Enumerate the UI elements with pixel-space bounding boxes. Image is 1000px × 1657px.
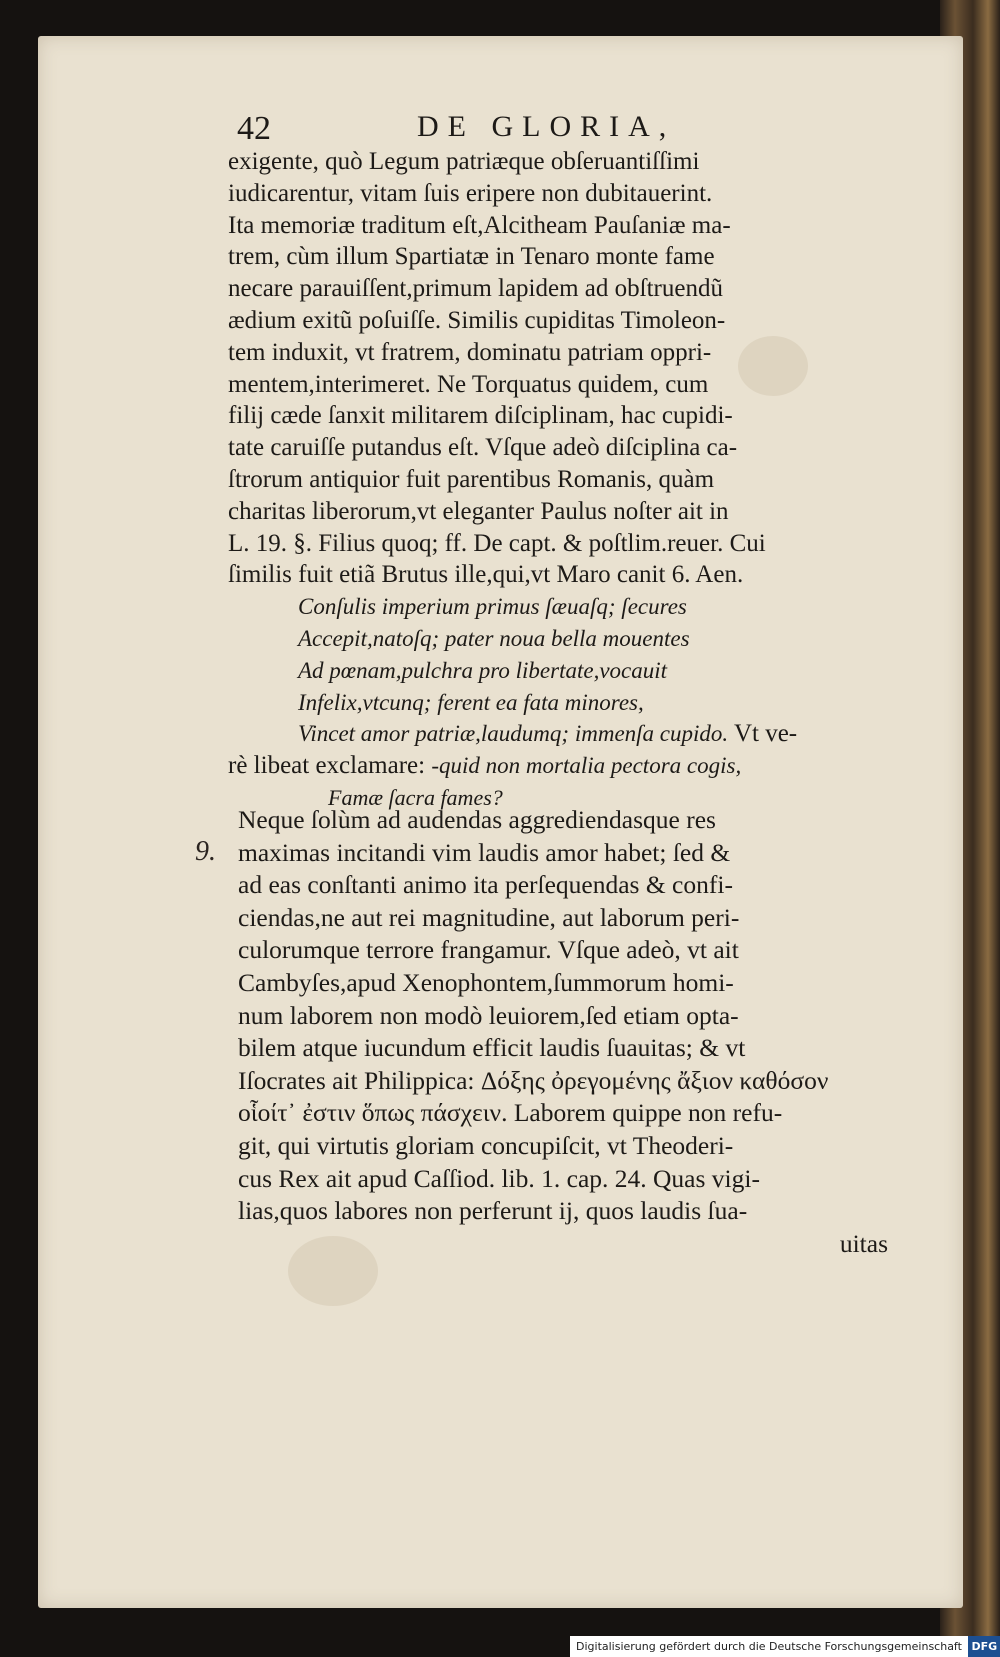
paragraph-1 xyxy=(228,146,888,814)
text-line: trem, cùm illum Spartiatæ in Tenaro monte fame xyxy=(228,243,715,271)
text-line: tate caruiſſe putandus eſt. Vſque adeò diſciplina ca- xyxy=(228,434,738,462)
text-line: tem induxit, vt fratrem, dominatu patriam oppri- xyxy=(228,338,712,366)
text-line: L. 19. §. Filius quoq; ff. De capt. & poſtlim.reuer. Cui xyxy=(228,529,766,557)
text-line: Ita memoriæ traditum eſt,Alcitheam Pauſaniæ ma- xyxy=(228,211,731,239)
page-header xyxy=(237,110,737,150)
exclaim-italic: -quid non mortalia pectora cogis, xyxy=(431,753,742,779)
verse-end: Famæ ſacra fames? xyxy=(328,784,503,810)
verse-italic: Vincet amor patriæ,laudumq; immenſa cupido. xyxy=(298,721,729,747)
text-line: filij cæde ſanxit militarem diſciplinam, hac cupidi- xyxy=(228,402,733,430)
verse-line: Infelix,vtcunq; ferent ea fata minores, xyxy=(298,689,644,715)
text-line: git, qui virtutis gloriam concupiſcit, vt Theoderi- xyxy=(238,1130,734,1160)
footer-text: Digitalisierung gefördert durch die Deutsche Forschungsgemeinschaft xyxy=(576,1640,962,1653)
margin-number: 9. xyxy=(195,836,216,867)
text-line: charitas liberorum,vt eleganter Paulus noſter ait in xyxy=(228,497,729,525)
text-line: iudicarentur, vitam ſuis eripere non dubitauerint. xyxy=(228,179,713,207)
text-line: Iſocrates ait Philippica: Δόξης ὀρεγομένης ἄξιον καθόσον xyxy=(238,1065,829,1095)
text-line: maximas incitandi vim laudis amor habet; ſed & xyxy=(238,837,731,867)
text-line: bilem atque iucundum efficit laudis ſuauitas; & vt xyxy=(238,1033,746,1063)
text-line: ſimilis fuit etiã Brutus ille,qui,vt Maro canit 6. Aen. xyxy=(228,561,744,589)
verse-roman: Vt ve- xyxy=(728,720,798,748)
text-line: mentem,interimeret. Ne Torquatus quidem, cum xyxy=(228,370,709,398)
verse-line-mixed xyxy=(228,718,888,750)
page-number: 42 xyxy=(237,110,271,147)
text-line: ædium exitũ poſuiſſe. Similis cupiditas Timoleon- xyxy=(228,306,726,334)
exclamation-line xyxy=(228,750,888,782)
text-line: culorumque terrore frangamur. Vſque adeò, vt ait xyxy=(238,935,739,965)
verse-line: Accepit,natoſq; pater noua bella mouentes xyxy=(298,625,690,651)
text-line: exigente, quò Legum patriæque obſeruantiſſimi xyxy=(228,148,700,175)
text-line: ad eas conſtanti animo ita perſequendas & confi- xyxy=(238,870,733,900)
dfg-logo: DFG xyxy=(968,1636,1000,1657)
running-title: DE GLORIA, xyxy=(417,110,676,143)
text-line: necare parauiſſent,primum lapidem ad obſtruendũ xyxy=(228,275,723,303)
text-line: cus Rex ait apud Caſſiod. lib. 1. cap. 24. Quas vigi- xyxy=(238,1163,760,1193)
exclaim-roman: rè libeat exclamare: xyxy=(228,752,432,780)
text-line: lias,quos labores non perferunt ij, quos laudis ſua- xyxy=(238,1196,748,1226)
text-line: Neque ſolùm ad audendas aggrediendasque res xyxy=(238,805,716,834)
text-line: num laborem non modò leuiorem,ſed etiam opta- xyxy=(238,1000,739,1030)
text-line: Cambyſes,apud Xenophontem,ſummorum homi- xyxy=(238,967,734,997)
paragraph-2 xyxy=(238,804,888,1260)
catchword: uitas xyxy=(839,1228,888,1258)
verse-line: Conſulis imperium primus ſæuaſq; ſecures xyxy=(298,594,687,620)
text-line: ciendas,ne aut rei magnitudine, aut laborum peri- xyxy=(238,902,740,932)
text-line: οἷοίτ᾽ ἐστιν ὅπως πάσχειν. Laborem quippe non refu- xyxy=(238,1098,783,1128)
verse-line: Ad pœnam,pulchra pro libertate,vocauit xyxy=(298,657,668,683)
text-line: ſtrorum antiquior fuit parentibus Romanis, quàm xyxy=(228,465,715,493)
digitization-footer xyxy=(570,1636,1000,1657)
